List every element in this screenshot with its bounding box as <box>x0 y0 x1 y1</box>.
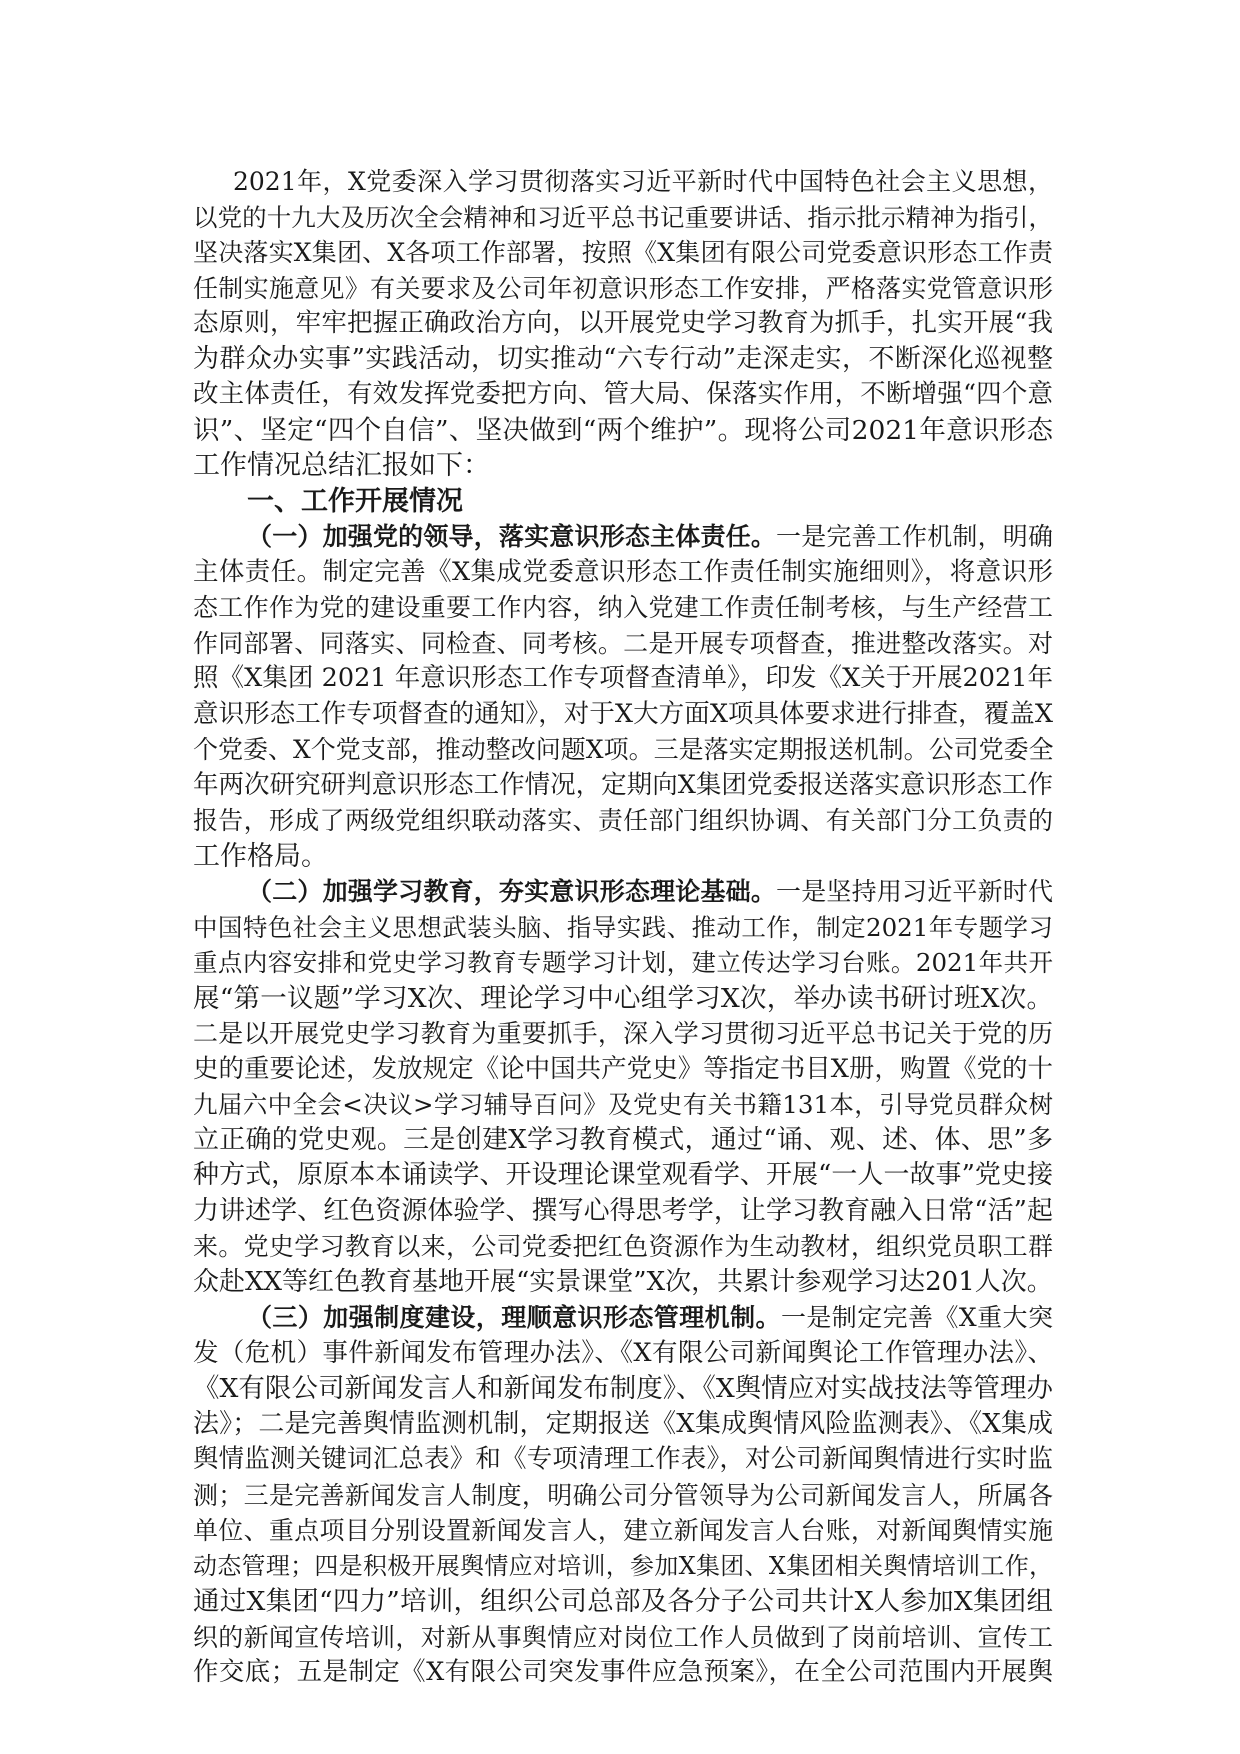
text-line: 工作情况总结汇报如下： <box>193 450 490 481</box>
text-line: 《X有限公司新闻发言人和新闻发布制度》、《X舆情应对实战技法等管理办 <box>193 1373 1053 1404</box>
text-line: 众赴XX等红色教育基地开展“实景课堂”X次，共累计参观学习达201人次。 <box>193 1266 1053 1297</box>
text-line: 态工作作为党的建设重要工作内容，纳入党建工作责任制考核，与生产经营工 <box>193 593 1053 622</box>
text-line: 种方式，原原本本诵读学、开设理论课堂观看学、开展“一人一故事”党史接 <box>193 1160 1053 1190</box>
text-line: 作交底；五是制定《X有限公司突发事件应急预案》，在全公司范围内开展舆 <box>193 1657 1053 1687</box>
text-line: 作同部署、同落实、同检查、同考核。二是开展专项督查，推进整改落实。对 <box>193 628 1053 658</box>
text-line: 工作格局。 <box>193 840 328 872</box>
text-line: 以党的十九大及历次全会精神和习近平总书记重要讲话、指示批示精神为指引， <box>193 202 1053 232</box>
subsection-heading: （一）加强党的领导，落实意识形态主体责任。 <box>247 522 777 551</box>
text-line: 织的新闻宣传培训，对新从事舆情应对岗位工作人员做到了岗前培训、宣传工 <box>193 1622 1053 1652</box>
text-line: 通过X集团“四力”培训，组织公司总部及各分子公司共计X人参加X集团组 <box>193 1586 1053 1617</box>
subsection-3 <box>193 1300 1053 1691</box>
text-line: 九届六中全会<决议>学习辅导百问》及党史有关书籍131本，引导党员群众树 <box>193 1090 1053 1119</box>
subsection-heading: （二）加强学习教育，夯实意识形态理论基础。 <box>247 877 777 906</box>
intro-paragraph <box>193 164 1053 484</box>
text-line: 态原则，牢牢把握正确政治方向，以开展党史学习教育为抓手，扎实开展“我 <box>193 308 1053 338</box>
text-line: 任制实施意见》有关要求及公司年初意识形态工作安排，严格落实党管意识形 <box>193 273 1053 303</box>
text-line: （一）加强党的领导，落实意识形态主体责任。一是完善工作机制，明确 <box>247 522 1053 551</box>
text-line: 动态管理；四是积极开展舆情应对培训，参加X集团、X集团相关舆情培训工作， <box>193 1551 1053 1580</box>
text-line: （三）加强制度建设，理顺意识形态管理机制。一是制定完善《X重大突 <box>247 1303 1053 1332</box>
text-line: 史的重要论述，发放规定《论中国共产党史》等指定书目X册，购置《党的十 <box>193 1053 1053 1084</box>
text-line: 坚决落实X集团、X各项工作部署，按照《X集团有限公司党委意识形态工作责 <box>193 238 1053 267</box>
text-line: 中国特色社会主义思想武装头脑、指导实践、推动工作，制定2021年专题学习 <box>193 912 1053 942</box>
text-line: （二）加强学习教育，夯实意识形态理论基础。一是坚持用习近平新时代 <box>247 877 1053 906</box>
text-line: 力讲述学、红色资源体验学、撰写心得思考学，让学习教育融入日常“活”起 <box>193 1195 1053 1226</box>
section-heading: 一、工作开展情况 <box>247 485 463 517</box>
subsection-2 <box>193 874 1053 1300</box>
text-line: 2021年，X党委深入学习贯彻落实习近平新时代中国特色社会主义思想， <box>233 167 1053 196</box>
document-page <box>193 164 1053 1691</box>
text-line: 意识形态工作专项督查的通知》，对于X大方面X项具体要求进行排查，覆盖X <box>193 698 1053 729</box>
text-line: 法》；二是完善舆情监测机制，定期报送《X集成舆情风险监测表》、《X集成 <box>193 1408 1053 1439</box>
text-line: 单位、重点项目分别设置新闻发言人，建立新闻发言人台账，对新闻舆情实施 <box>193 1516 1053 1545</box>
subsection-heading: （三）加强制度建设，理顺意识形态管理机制。 <box>247 1303 781 1332</box>
text-line: 立正确的党史观。三是创建X学习教育模式，通过“诵、观、述、体、思”多 <box>193 1124 1053 1155</box>
text-line: 展“第一议题”学习X次、理论学习中心组学习X次，举办读书研讨班X次。 <box>193 982 1053 1014</box>
text-line: 来。党史学习教育以来，公司党委把红色资源作为生动教材，组织党员职工群 <box>193 1232 1053 1261</box>
text-line: 年两次研究研判意识形态工作情况，定期向X集团党委报送落实意识形态工作 <box>193 769 1053 800</box>
text-line: 识”、坚定“四个自信”、坚决做到“两个维护”。现将公司2021年意识形态 <box>193 414 1053 446</box>
text-line: 主体责任。制定完善《X集成党委意识形态工作责任制实施细则》，将意识形 <box>193 556 1053 587</box>
text-line: 照《X集团 2021 年意识形态工作专项督查清单》，印发《X关于开展2021年 <box>193 663 1053 693</box>
text-line: 个党委、X个党支部，推动整改问题X项。三是落实定期报送机制。公司党委全 <box>193 735 1054 764</box>
text-line: 改主体责任，有效发挥党委把方向、管大局、保落实作用，不断增强“四个意 <box>193 379 1053 409</box>
text-line: 发（危机）事件新闻发布管理办法》、《X有限公司新闻舆论工作管理办法》、 <box>193 1337 1053 1368</box>
text-line: 重点内容安排和党史学习教育专题学习计划，建立传达学习台账。2021年共开 <box>193 948 1053 977</box>
subsection-1 <box>193 519 1053 874</box>
text-line: 测；三是完善新闻发言人制度，明确公司分管领导为公司新闻发言人，所属各 <box>193 1480 1053 1510</box>
text-line: 舆情监测关键词汇总表》和《专项清理工作表》，对公司新闻舆情进行实时监 <box>193 1444 1053 1474</box>
text-line: 报告，形成了两级党组织联动落实、责任部门组织协调、有关部门分工负责的 <box>193 806 1053 835</box>
text-line: 为群众办实事”实践活动，切实推动“六专行动”走深走实，不断深化巡视整 <box>193 343 1053 374</box>
text-line: 二是以开展党史学习教育为重要抓手，深入学习贯彻习近平总书记关于党的历 <box>193 1019 1053 1048</box>
